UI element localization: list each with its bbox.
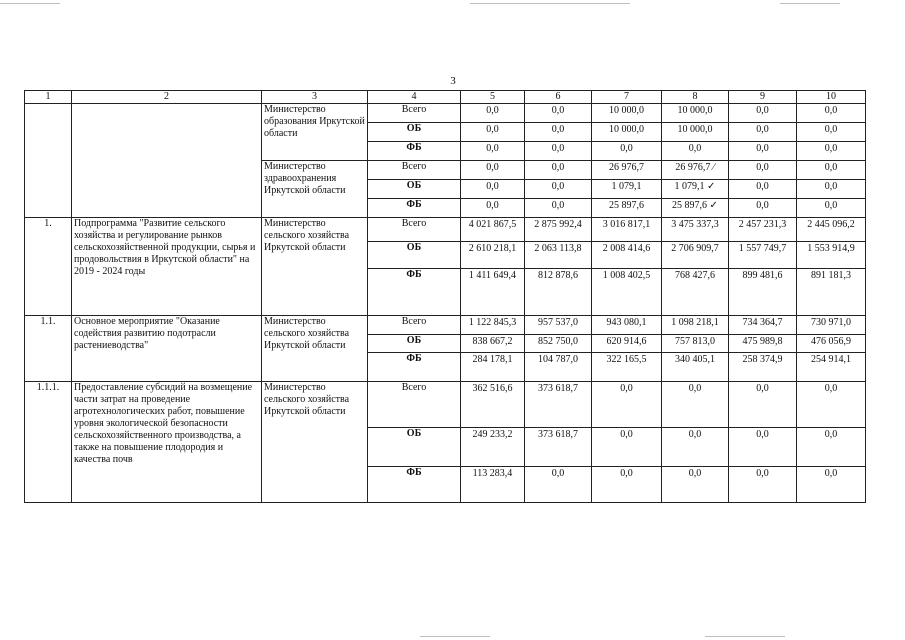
value-cell: 10 000,0 [592, 123, 662, 142]
value-cell: 812 878,6 [525, 269, 592, 316]
value-cell: 0,0 [461, 199, 525, 218]
value-cell: 0,0 [461, 180, 525, 199]
value-cell: 2 875 992,4 [525, 218, 592, 242]
value-cell: 0,0 [461, 142, 525, 161]
page-number: 3 [450, 75, 456, 87]
row-code: 1.1. [25, 316, 72, 382]
value-cell: 0,0 [729, 161, 797, 180]
row-name: Подпрограмма "Развитие сельского хозяйства и регулирование рынков сельскохозяйственной продукции, сырья и продовольствия в Иркутской области" на 2019 - 2024 годы [72, 218, 262, 316]
value-cell: 0,0 [729, 142, 797, 161]
value-cell: 340 405,1 [662, 353, 729, 382]
value-cell: 0,0 [729, 180, 797, 199]
value-cell: 0,0 [525, 467, 592, 503]
funding-level: Всего [368, 161, 461, 180]
value-cell: 0,0 [729, 382, 797, 428]
value-cell: 1 553 914,9 [797, 242, 866, 269]
value-cell: 258 374,9 [729, 353, 797, 382]
value-cell: 0,0 [729, 104, 797, 123]
scan-mark [780, 3, 840, 4]
value-cell: 0,0 [729, 123, 797, 142]
value-cell: 757 813,0 [662, 335, 729, 353]
value-cell: 373 618,7 [525, 382, 592, 428]
row-name: Предоставление субсидий на возмещение части затрат на проведение агротехнологических работ, повышение уровня экологической безопасности сельскохозяйственного производства, а также на повышение плодородия и качества почв [72, 382, 262, 503]
column-number: 5 [461, 91, 525, 104]
value-cell: 2 457 231,3 [729, 218, 797, 242]
executor-cell: Министерство сельского хозяйства Иркутской области [262, 382, 368, 503]
value-cell: 2 063 113,8 [525, 242, 592, 269]
funding-level: ОБ [368, 123, 461, 142]
row-name [72, 104, 262, 218]
value-cell: 10 000,0 [662, 123, 729, 142]
funding-level: ФБ [368, 199, 461, 218]
value-cell: 620 914,6 [592, 335, 662, 353]
value-cell: 3 016 817,1 [592, 218, 662, 242]
value-cell: 284 178,1 [461, 353, 525, 382]
value-cell: 322 165,5 [592, 353, 662, 382]
column-number: 9 [729, 91, 797, 104]
value-cell: 0,0 [525, 199, 592, 218]
funding-level: ФБ [368, 269, 461, 316]
value-cell: 0,0 [461, 104, 525, 123]
value-cell: 0,0 [461, 161, 525, 180]
value-cell: 0,0 [461, 123, 525, 142]
value-cell: 1 557 749,7 [729, 242, 797, 269]
value-cell: 476 056,9 [797, 335, 866, 353]
value-cell: 25 897,6 [592, 199, 662, 218]
value-cell: 1 079,1 ✓ [662, 180, 729, 199]
value-cell: 0,0 [662, 142, 729, 161]
table-row [25, 218, 866, 242]
value-cell: 0,0 [797, 428, 866, 467]
executor-cell: Министерство сельского хозяйства Иркутской области [262, 316, 368, 382]
value-cell: 0,0 [729, 199, 797, 218]
value-cell: 768 427,6 [662, 269, 729, 316]
value-cell: 475 989,8 [729, 335, 797, 353]
value-cell: 0,0 [592, 142, 662, 161]
value-cell: 0,0 [525, 161, 592, 180]
executor-cell: Министерство сельского хозяйства Иркутской области [262, 218, 368, 316]
funding-level: ФБ [368, 142, 461, 161]
column-number: 4 [368, 91, 461, 104]
value-cell: 891 181,3 [797, 269, 866, 316]
table-row [25, 316, 866, 335]
column-number: 3 [262, 91, 368, 104]
funding-level: ОБ [368, 180, 461, 199]
value-cell: 2 610 218,1 [461, 242, 525, 269]
row-name: Основное мероприятие "Оказание содействия развитию подотрасли растениеводства" [72, 316, 262, 382]
value-cell: 838 667,2 [461, 335, 525, 353]
value-cell: 0,0 [662, 467, 729, 503]
value-cell: 0,0 [797, 382, 866, 428]
column-number: 7 [592, 91, 662, 104]
value-cell: 0,0 [662, 428, 729, 467]
value-cell: 0,0 [797, 180, 866, 199]
value-cell: 2 445 096,2 [797, 218, 866, 242]
value-cell: 0,0 [797, 142, 866, 161]
column-number: 6 [525, 91, 592, 104]
value-cell: 10 000,0 [592, 104, 662, 123]
value-cell: 943 080,1 [592, 316, 662, 335]
column-number-row [25, 91, 866, 104]
value-cell: 0,0 [797, 161, 866, 180]
value-cell: 0,0 [797, 199, 866, 218]
value-cell: 0,0 [592, 382, 662, 428]
value-cell: 373 618,7 [525, 428, 592, 467]
funding-level: ОБ [368, 335, 461, 353]
column-number: 10 [797, 91, 866, 104]
scan-mark [0, 3, 60, 4]
value-cell: 26 976,7 ⁄ [662, 161, 729, 180]
value-cell: 0,0 [525, 180, 592, 199]
funding-level: ФБ [368, 353, 461, 382]
value-cell: 734 364,7 [729, 316, 797, 335]
funding-level: ФБ [368, 467, 461, 503]
column-number: 8 [662, 91, 729, 104]
column-number: 1 [25, 91, 72, 104]
scan-mark [470, 3, 630, 4]
value-cell: 0,0 [797, 467, 866, 503]
value-cell: 2 008 414,6 [592, 242, 662, 269]
value-cell: 362 516,6 [461, 382, 525, 428]
value-cell: 2 706 909,7 [662, 242, 729, 269]
value-cell: 0,0 [525, 142, 592, 161]
value-cell: 0,0 [729, 428, 797, 467]
funding-level: ОБ [368, 242, 461, 269]
funding-level: Всего [368, 382, 461, 428]
value-cell: 249 233,2 [461, 428, 525, 467]
funding-level: Всего [368, 218, 461, 242]
executor-cell: Министерство образования Иркутской области [262, 104, 368, 161]
funding-level: ОБ [368, 428, 461, 467]
value-cell: 0,0 [525, 104, 592, 123]
value-cell: 1 079,1 [592, 180, 662, 199]
table-row [25, 382, 866, 428]
value-cell: 0,0 [797, 104, 866, 123]
value-cell: 0,0 [797, 123, 866, 142]
value-cell: 0,0 [729, 467, 797, 503]
value-cell: 852 750,0 [525, 335, 592, 353]
value-cell: 10 000,0 [662, 104, 729, 123]
value-cell: 1 008 402,5 [592, 269, 662, 316]
column-number: 2 [72, 91, 262, 104]
value-cell: 0,0 [525, 123, 592, 142]
value-cell: 0,0 [592, 428, 662, 467]
value-cell: 1 411 649,4 [461, 269, 525, 316]
value-cell: 104 787,0 [525, 353, 592, 382]
value-cell: 3 475 337,3 [662, 218, 729, 242]
row-code: 1.1.1. [25, 382, 72, 503]
scan-mark [705, 636, 785, 637]
value-cell: 26 976,7 [592, 161, 662, 180]
budget-table [24, 90, 866, 503]
value-cell: 899 481,6 [729, 269, 797, 316]
value-cell: 254 914,1 [797, 353, 866, 382]
value-cell: 1 122 845,3 [461, 316, 525, 335]
value-cell: 1 098 218,1 [662, 316, 729, 335]
value-cell: 4 021 867,5 [461, 218, 525, 242]
row-code [25, 104, 72, 218]
table-row [25, 104, 866, 123]
value-cell: 957 537,0 [525, 316, 592, 335]
funding-level: Всего [368, 104, 461, 123]
value-cell: 25 897,6 ✓ [662, 199, 729, 218]
value-cell: 730 971,0 [797, 316, 866, 335]
value-cell: 113 283,4 [461, 467, 525, 503]
scan-mark [420, 636, 490, 637]
row-code: 1. [25, 218, 72, 316]
value-cell: 0,0 [592, 467, 662, 503]
executor-cell: Министерство здравоохранения Иркутской области [262, 161, 368, 218]
funding-level: Всего [368, 316, 461, 335]
value-cell: 0,0 [662, 382, 729, 428]
